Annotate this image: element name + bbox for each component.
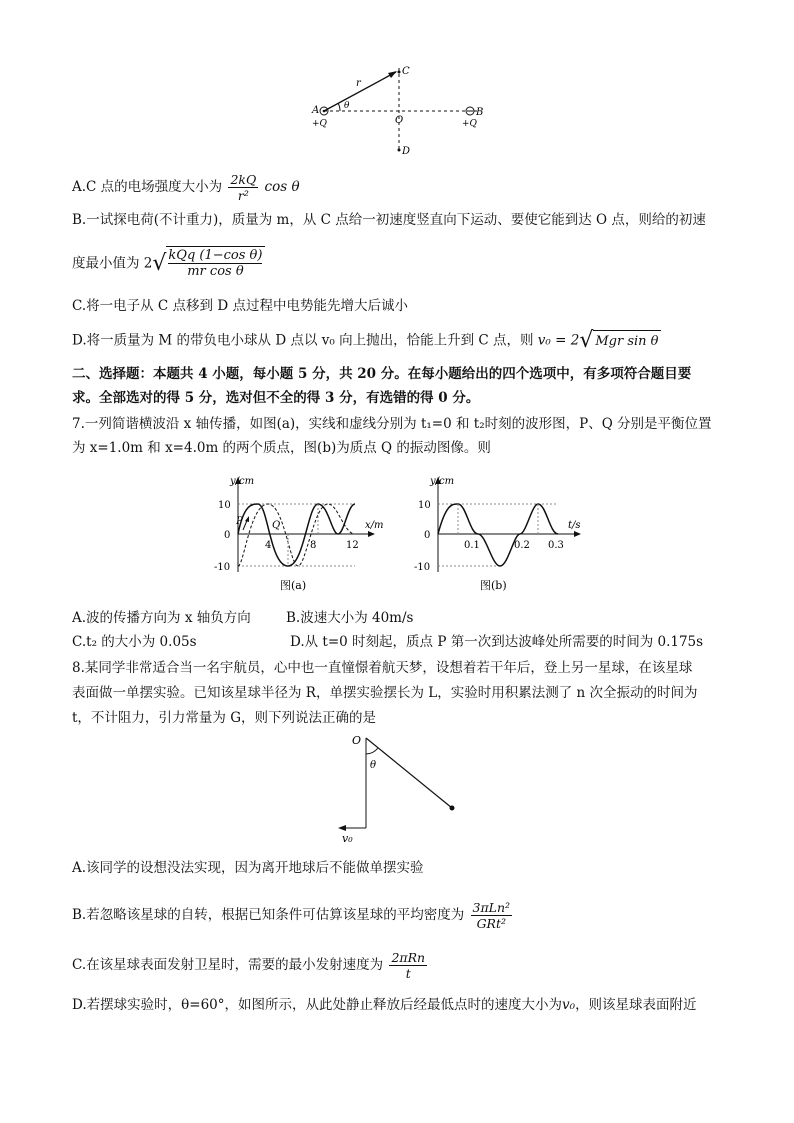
section2-line2: 求。全部选对的得 5 分，选对但不全的得 3 分，有选错的得 0 分。 bbox=[72, 390, 480, 406]
wave-dashed bbox=[238, 504, 355, 566]
q7-stem-line2: 为 x=1.0m 和 x=4.0m 的两个质点，图(b)为质点 Q 的振动图像。则 bbox=[72, 440, 491, 456]
q7-option-b: B.波速大小为 40m/s bbox=[286, 610, 414, 626]
svg-text:-10: -10 bbox=[214, 562, 231, 573]
q6-option-a: A.C 点的电场强度大小为 $\frac{2kQ}{\text{r²}}$ cos θ bbox=[72, 172, 300, 203]
svg-text:10: 10 bbox=[218, 500, 231, 511]
svg-text:图(a): 图(a) bbox=[280, 579, 307, 592]
svg-text:0: 0 bbox=[224, 530, 231, 541]
q8-stem-line1: 8.某同学非常适合当一名宇航员，心中也一直憧憬着航天梦，设想着若干年后，登上另一星球，在该星球 bbox=[72, 660, 693, 676]
label-b: B bbox=[476, 107, 484, 118]
q8-stem-line2: 表面做一单摆实验。已知该星球半径为 R，单摆实验摆长为 L，实验时用积累法测了 n 次全振动的时间为 bbox=[72, 685, 698, 701]
q7-option-a: A.波的传播方向为 x 轴负方向 bbox=[72, 610, 251, 626]
svg-text:8: 8 bbox=[310, 540, 317, 551]
svg-text:t/s: t/s bbox=[568, 520, 581, 531]
svg-text:Q: Q bbox=[272, 520, 281, 531]
svg-text:y/cm: y/cm bbox=[230, 476, 255, 487]
svg-text:O: O bbox=[352, 734, 362, 747]
svg-text:x/m: x/m bbox=[365, 520, 384, 531]
vibration-curve bbox=[438, 504, 558, 566]
svg-text:4: 4 bbox=[265, 540, 272, 551]
q8-option-b: B.若忽略该星球的自转，根据已知条件可估算该星球的平均密度为 $\frac{\text{3πLn²}}{\text{GRt²}}$ bbox=[72, 900, 511, 931]
svg-text:0.3: 0.3 bbox=[548, 540, 564, 551]
label-o: O bbox=[395, 115, 404, 126]
figure-a-wave bbox=[210, 472, 385, 597]
svg-text:图(b): 图(b) bbox=[480, 579, 507, 592]
charge-b-label: +Q bbox=[462, 119, 477, 129]
svg-text:0.1: 0.1 bbox=[464, 540, 480, 551]
pendulum-figure bbox=[330, 730, 470, 850]
svg-text:-10: -10 bbox=[414, 562, 431, 573]
svg-text:12: 12 bbox=[346, 540, 359, 551]
svg-text:10: 10 bbox=[418, 500, 431, 511]
q6-option-b-line2: 度最小值为 2√ $\frac{\text{kQq (1−cos θ)}}{\text{mr cos θ}}$ bbox=[72, 246, 265, 282]
label-c: C bbox=[402, 66, 410, 77]
q7-stem-line1: 7.一列简谐横波沿 x 轴传播，如图(a)，实线和虚线分别为 t₁=0 和 t₂时刻的波形图，P、Q 分别是平衡位置 bbox=[72, 416, 712, 432]
q8-option-a: A.该同学的设想没法实现，因为离开地球后不能做单摆实验 bbox=[72, 860, 424, 876]
section2-line1: 二、选择题：本题共 4 小题，每小题 5 分，共 20 分。在每小题给出的四个选项中，有多项符合题目要 bbox=[72, 366, 692, 382]
svg-text:θ: θ bbox=[370, 760, 377, 771]
q6-option-b-line1: B.一试探电荷(不计重力)，质量为 m，从 C 点给一初速度竖直向下运动、要使它能到达 O 点，则给的初速 bbox=[72, 212, 706, 228]
figure-b-vibration bbox=[410, 472, 590, 597]
q7-option-d: D.从 t=0 时刻起，质点 P 第一次到达波峰处所需要的时间为 0.175s bbox=[290, 634, 704, 650]
svg-text:v₀: v₀ bbox=[342, 832, 353, 845]
label-r: r bbox=[356, 78, 361, 89]
q8-option-c: C.在该星球表面发射卫星时，需要的最小发射速度为 $\frac{\text{2πRn}}{t}$ bbox=[72, 950, 426, 981]
q6-option-c: C.将一电子从 C 点移到 D 点过程中电势能先增大后诚小 bbox=[72, 298, 408, 314]
label-a: A bbox=[312, 105, 320, 116]
q7-option-c: C.t₂ 的大小为 0.05s bbox=[72, 634, 197, 650]
q8-stem-line3: t，不计阻力，引力常量为 G，则下列说法正确的是 bbox=[72, 710, 376, 726]
label-d: D bbox=[402, 146, 411, 157]
q6-option-d: D.将一质量为 M 的带负电小球从 D 点以 v₀ 向上抛出，恰能上升到 C 点，则 v₀ = 2√ Mgr sin θ bbox=[72, 330, 661, 352]
q8-option-d: D.若摆球实验时，θ=60°，如图所示，从此处静止释放后经最低点时的速度大小为v₀，则该星球表面附近 bbox=[72, 997, 697, 1013]
svg-text:y/cm: y/cm bbox=[430, 476, 455, 487]
label-theta: θ bbox=[344, 101, 350, 111]
svg-text:0.2: 0.2 bbox=[514, 540, 530, 551]
svg-text:P: P bbox=[236, 516, 243, 527]
svg-text:0: 0 bbox=[424, 530, 431, 541]
charge-figure bbox=[300, 58, 500, 158]
charge-a-label: +Q bbox=[312, 119, 327, 129]
